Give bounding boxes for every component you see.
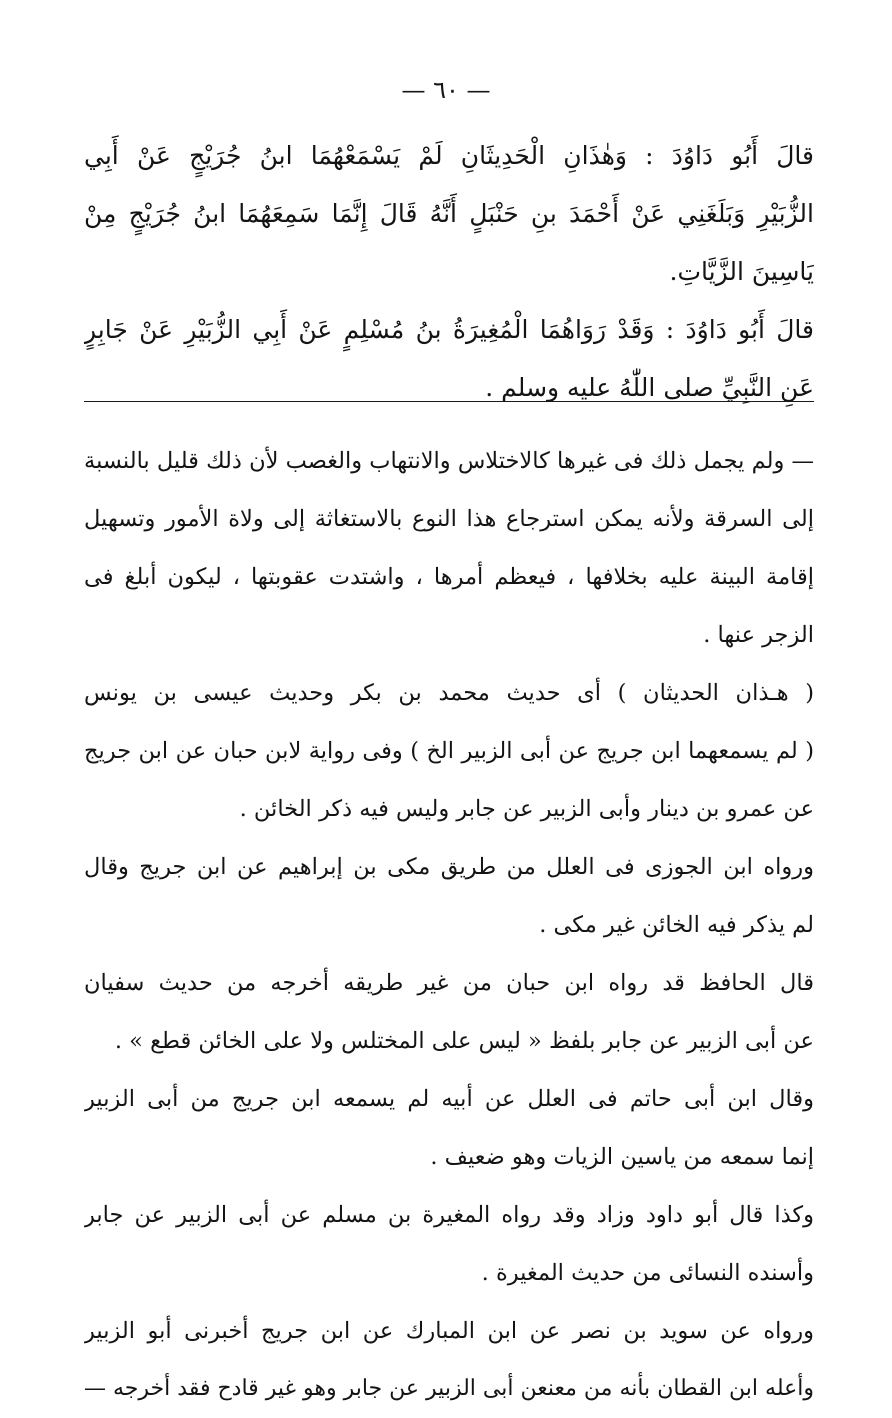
commentary-line: لم يذكر فيه الخائن غير مكى . [539, 912, 814, 938]
commentary-line: ورواه ابن الجوزى فى العلل من طريق مكى بن إبراهيم عن ابن جريج وقال [84, 854, 814, 880]
commentary-line: إنما سمعه من ياسين الزيات وهو ضعيف . [430, 1144, 814, 1170]
commentary-line: ورواه عن سويد بن نصر عن ابن المبارك عن ابن جريج أخبرنى أبو الزبير [84, 1318, 814, 1344]
main-text-line: قالَ أَبُو دَاوُدَ : وَقَدْ رَوَاهُمَا الْمُغِيرَةُ بنُ مُسْلِمٍ عَنْ أَبِي الزُّبَيْرِ عَنْ جَابِرٍ [84, 315, 814, 344]
commentary-line: وأعله ابن القطان بأنه من معنعن أبى الزبير عن جابر وهو غير قادح فقد أخرجه — [84, 1376, 814, 1401]
commentary-line: إلى السرقة ولأنه يمكن استرجاع هذا النوع بالاستغاثة إلى ولاة الأمور وتسهيل [84, 506, 814, 532]
commentary-line: ( لم يسمعهما ابن جريج عن أبى الزبير الخ ) وفى رواية لابن حبان عن ابن جريج [84, 738, 814, 764]
section-divider [84, 401, 814, 402]
commentary-text [84, 432, 814, 1418]
main-hadith-text [84, 127, 814, 417]
page-number: — ٦٠ — [401, 76, 491, 104]
commentary-line: ( هـذان الحديثان ) أى حديث محمد بن بكر وحديث عيسى بن يونس [84, 680, 814, 706]
main-text-line: يَاسِينَ الزَّيَّاتِ. [669, 257, 814, 286]
commentary-line: — ولم يجمل ذلك فى غيرها كالاختلاس والانتهاب والغصب لأن ذلك قليل بالنسبة [84, 448, 814, 474]
commentary-line: وكذا قال أبو داود وزاد وقد رواه المغيرة بن مسلم عن أبى الزبير عن جابر [84, 1202, 814, 1228]
commentary-line: قال الحافظ قد رواه ابن حبان من غير طريقه أخرجه من حديث سفيان [84, 970, 814, 996]
commentary-line: إقامة البينة عليه بخلافها ، فيعظم أمرها ، واشتدت عقوبتها ، ليكون أبلغ فى [84, 564, 814, 590]
main-text-line: قالَ أَبُو دَاوُدَ : وَهٰذَانِ الْحَدِيثَانِ لَمْ يَسْمَعْهُمَا ابنُ جُرَيْجٍ عَنْ أَبِي [84, 141, 814, 170]
commentary-line: وقال ابن أبى حاتم فى العلل عن أبيه لم يسمعه ابن جريج من أبى الزبير [84, 1086, 814, 1112]
commentary-line: الزجر عنها . [703, 622, 814, 648]
commentary-line: عن أبى الزبير عن جابر بلفظ « ليس على المختلس ولا على الخائن قطع » . [114, 1028, 814, 1054]
commentary-line: وأسنده النسائى من حديث المغيرة . [481, 1260, 814, 1286]
main-text-line: عَنِ النَّبِيِّ صلى اللّٰهُ عليه وسلم . [485, 373, 814, 402]
main-text-line: الزُّبَيْرِ وَبَلَغَنِي عَنْ أَحْمَدَ بنِ حَنْبَلٍ أَنَّهُ قَالَ إِنَّمَا سَمِعَهُمَا ابنُ جُرَيْجٍ مِنْ [84, 199, 814, 228]
commentary-line: عن عمرو بن دينار وأبى الزبير عن جابر وليس فيه ذكر الخائن . [239, 796, 814, 822]
